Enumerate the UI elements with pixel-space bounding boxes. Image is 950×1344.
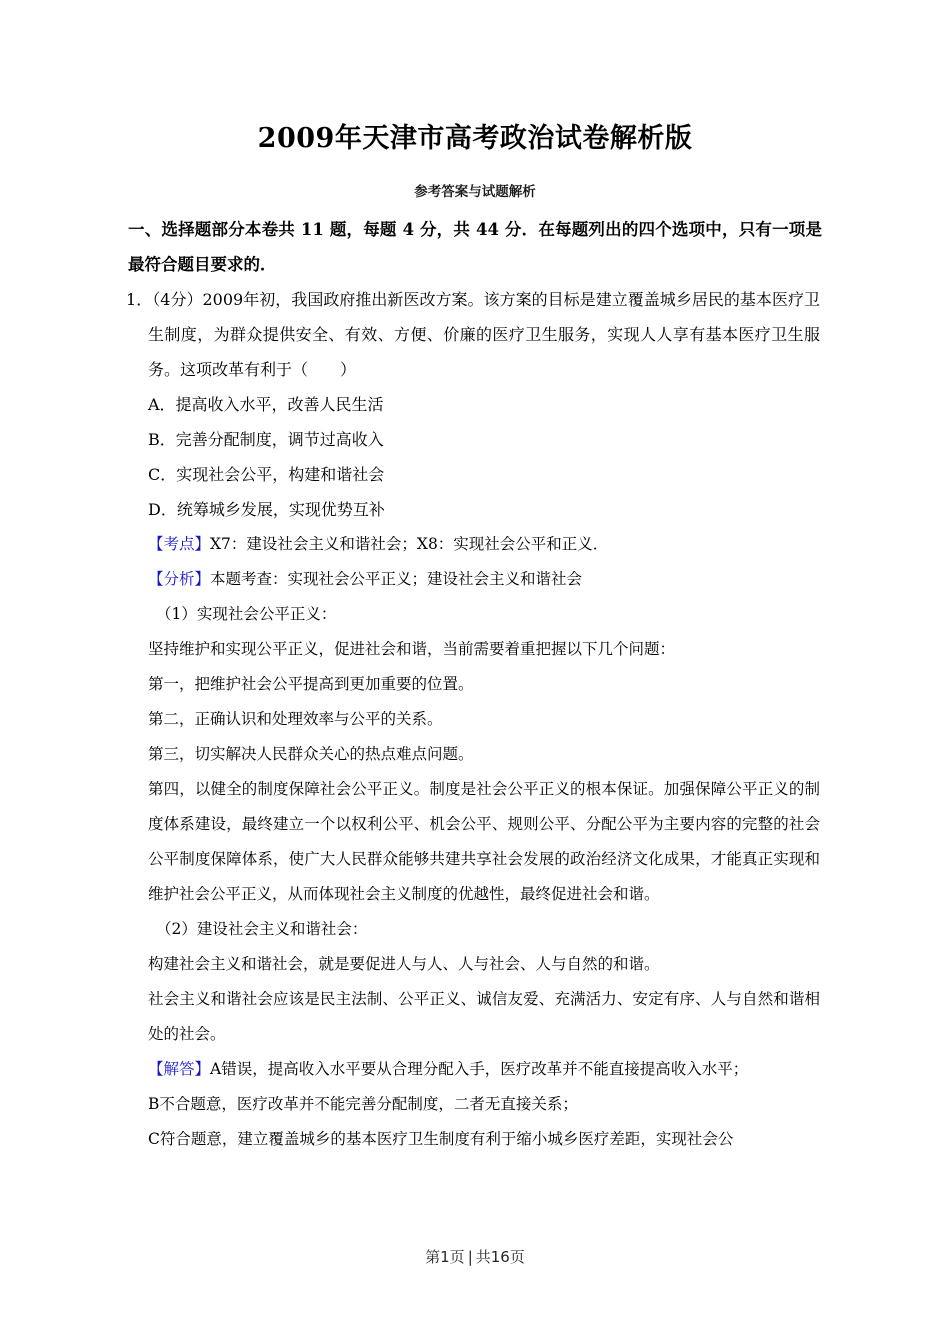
analysis-paragraph-2: 坚持维护和实现公平正义，促进社会和谐，当前需要着重把握以下几个问题：	[148, 640, 676, 658]
document-content	[0, 212, 950, 1157]
jieda-line-a	[0, 1052, 950, 1087]
question-stem	[0, 282, 950, 387]
page-title: 2009年天津市高考政治试卷解析版	[257, 123, 693, 154]
analysis-paragraph-1: （1）实现社会公平正义：	[156, 605, 337, 623]
kaodian-label: 【考点】	[148, 535, 211, 553]
fenxi-label: 【分析】	[148, 570, 211, 588]
analysis-paragraph-6: 第四，以健全的制度保障社会公平正义。制度是社会公平正义的根本保证。加强保障公平正义的制度体系建设，最终建立一个以权利公平、机会公平、规则公平、分配公平为主要内容的完整的社会公平制度保障体系，使广大人民群众能够共建共享社会发展的政治经济文化成果，才能真正实现和维护社会公平正义，从而体现社会主义制度的优越性，最终促进社会和谐。	[148, 780, 820, 903]
option-c: C．实现社会公平，构建和谐社会	[148, 465, 385, 484]
jieda-line-b: B不合题意，医疗改革并不能完善分配制度，二者无直接关系；	[148, 1095, 578, 1113]
fenxi-text: 本题考查：实现社会公平正义；建设社会主义和谐社会	[210, 570, 583, 588]
analysis-paragraph-7: （2）建设社会主义和谐社会：	[156, 920, 368, 938]
option-d: D．统筹城乡发展，实现优势互补	[148, 500, 385, 519]
analysis-paragraph-3: 第一，把维护社会公平提高到更加重要的位置。	[148, 675, 474, 693]
question-stem-text: 2009年初，我国政府推出新医改方案。该方案的目标是建立覆盖城乡居民的基本医疗卫生制度，为群众提供安全、有效、方便、价廉的医疗卫生服务，实现人人享有基本医疗卫生服务。这项改革有利于（ ）	[148, 290, 820, 379]
page-footer	[0, 1246, 950, 1268]
footer-total-pages: 共16页	[475, 1248, 525, 1266]
analysis-paragraph-5: 第三，切实解决人民群众关心的热点难点问题。	[148, 745, 474, 763]
question-score: （4分）	[152, 290, 203, 309]
option-a: A．提高收入水平，改善人民生活	[148, 395, 384, 414]
section-heading: 一、选择题部分本卷共 11 题，每题 4 分，共 44 分．在每题列出的四个选项中，只有一项是最符合题目要求的．	[128, 220, 822, 274]
option-b: B．完善分配制度，调节过高收入	[148, 430, 384, 449]
analysis-paragraph-4: 第二，正确认识和处理效率与公平的关系。	[148, 710, 443, 728]
page-subtitle: 参考答案与试题解析	[414, 184, 536, 200]
jieda-text-a: A错误，提高收入水平要从合理分配入手，医疗改革并不能直接提高收入水平；	[210, 1060, 749, 1078]
jieda-line-c: C符合题意，建立覆盖城乡的基本医疗卫生制度有利于缩小城乡医疗差距，实现社会公	[148, 1130, 734, 1148]
question-number: 1．	[126, 290, 153, 309]
analysis-paragraph-8: 构建社会主义和谐社会，就是要促进人与人、人与社会、人与自然的和谐。	[148, 955, 660, 973]
analysis-paragraph-9: 社会主义和谐社会应该是民主法制、公平正义、诚信友爱、充满活力、安定有序、人与自然和谐相处的社会。	[148, 990, 820, 1043]
footer-separator: |	[467, 1248, 473, 1266]
fenxi-line	[0, 562, 950, 597]
kaodian-text: X7：建设社会主义和谐社会；X8：实现社会公平和正义．	[210, 535, 609, 553]
footer-current-page: 第1页	[425, 1248, 465, 1266]
kaodian-line	[0, 527, 950, 562]
jieda-label: 【解答】	[148, 1060, 211, 1078]
